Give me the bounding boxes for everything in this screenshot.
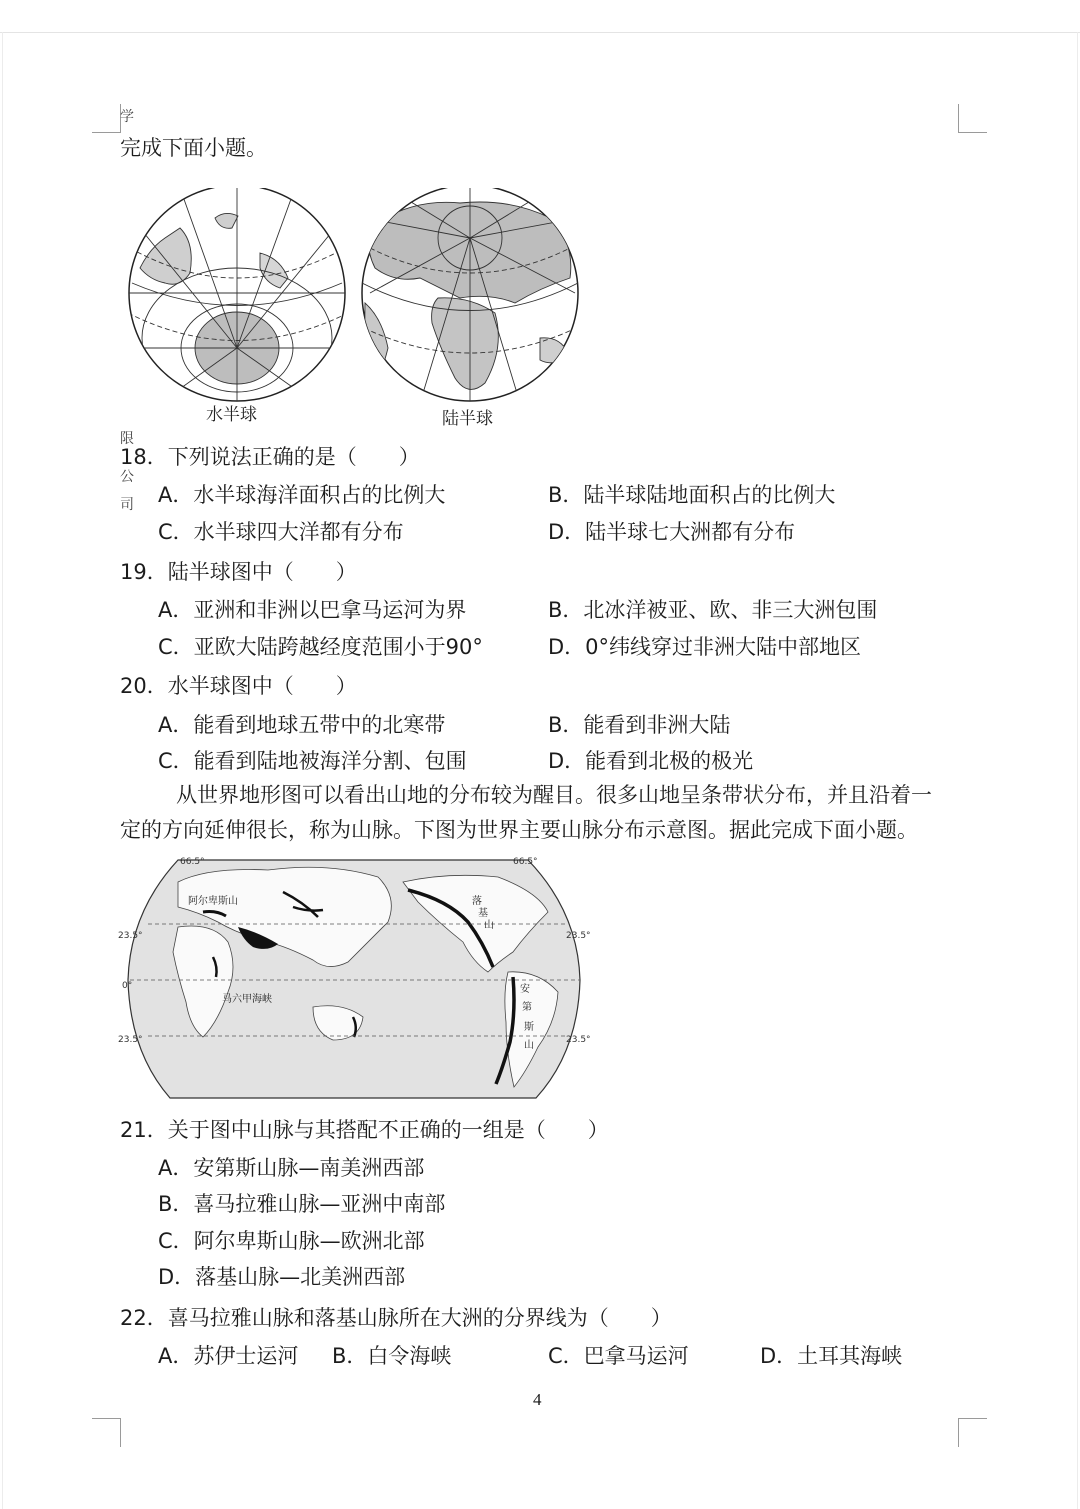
- world-mountain-map: [118, 852, 596, 1100]
- water-hemisphere-globe: [125, 188, 350, 408]
- question-22-option-b[interactable]: B．白令海峡: [332, 1344, 452, 1368]
- rockies-char-1: 落: [472, 896, 482, 907]
- question-20-option-a[interactable]: A．能看到地球五带中的北寒带: [158, 713, 446, 737]
- question-20-option-c[interactable]: C．能看到陆地被海洋分割、包围: [158, 749, 467, 773]
- watermark-top: 学: [120, 109, 134, 125]
- question-21-option-b[interactable]: B．喜马拉雅山脉—亚洲中南部: [158, 1192, 446, 1216]
- question-19-option-b[interactable]: B．北冰洋被亚、欧、非三大洲包围: [548, 598, 878, 622]
- question-18-stem: 18．下列说法正确的是（ ）: [120, 445, 420, 469]
- hemisphere-figure: [120, 188, 590, 438]
- question-20-option-d[interactable]: D．能看到北极的极光: [548, 749, 754, 773]
- question-18-option-d[interactable]: D．陆半球七大洲都有分布: [548, 520, 796, 544]
- alps-label: 阿尔卑斯山: [188, 896, 238, 907]
- lat-label-23s-right: 23.5°: [566, 1035, 591, 1045]
- question-21-stem: 21．关于图中山脉与其搭配不正确的一组是（ ）: [120, 1118, 609, 1142]
- page-top-border: [0, 32, 1080, 33]
- lat-label-equator: 0°: [122, 981, 133, 991]
- land-hemisphere-label: 陆半球: [442, 409, 493, 429]
- lat-label-23n-right: 23.5°: [566, 931, 591, 941]
- intro-line: 完成下面小题。: [120, 136, 267, 160]
- question-20-option-b[interactable]: B．能看到非洲大陆: [548, 713, 731, 737]
- watermark-company-1: 公: [120, 469, 134, 485]
- passage-line-1: 从世界地形图可以看出山地的分布较为醒目。很多山地呈条带状分布，并且沿着一: [176, 783, 932, 807]
- crop-mark-bottom-left: [92, 1418, 121, 1447]
- question-22-stem: 22．喜马拉雅山脉和落基山脉所在大洲的分界线为（ ）: [120, 1306, 672, 1330]
- crop-mark-top-left: [92, 104, 121, 133]
- water-hemisphere-label: 水半球: [206, 405, 257, 425]
- andes-char-4: 山: [524, 1040, 534, 1051]
- question-18-option-b[interactable]: B．陆半球陆地面积占的比例大: [548, 483, 836, 507]
- andes-char-2: 第: [522, 1002, 532, 1013]
- question-21-option-d[interactable]: D．落基山脉—北美洲西部: [158, 1265, 406, 1289]
- lat-label-66n-right: 66.5°: [513, 857, 538, 867]
- lat-label-23n-left: 23.5°: [118, 931, 143, 941]
- question-19-stem: 19．陆半球图中（ ）: [120, 560, 357, 584]
- land-hemisphere-globe: [362, 188, 578, 403]
- watermark-company-2: 司: [120, 497, 134, 513]
- page-right-edge: [1077, 32, 1078, 1509]
- question-22-option-a[interactable]: A．苏伊士运河: [158, 1344, 299, 1368]
- watermark-limit: 限: [120, 431, 134, 447]
- question-21-option-a[interactable]: A．安第斯山脉—南美洲西部: [158, 1156, 425, 1180]
- question-18-option-c[interactable]: C．水半球四大洋都有分布: [158, 520, 404, 544]
- question-22-option-d[interactable]: D．土耳其海峡: [760, 1344, 903, 1368]
- question-19-option-a[interactable]: A．亚洲和非洲以巴拿马运河为界: [158, 598, 467, 622]
- rockies-char-3: 山: [484, 920, 494, 931]
- rockies-char-2: 基: [478, 908, 488, 919]
- question-19-option-d[interactable]: D．0°纬线穿过非洲大陆中部地区: [548, 635, 862, 659]
- question-19-option-c[interactable]: C．亚欧大陆跨越经度范围小于90°: [158, 635, 483, 659]
- andes-char-1: 安: [520, 984, 530, 995]
- page-left-edge: [2, 32, 3, 1509]
- andes-char-3: 斯: [524, 1022, 534, 1033]
- question-22-option-c[interactable]: C．巴拿马运河: [548, 1344, 689, 1368]
- passage-line-2: 定的方向延伸很长，称为山脉。下图为世界主要山脉分布示意图。据此完成下面小题。: [120, 818, 918, 842]
- lat-label-66n-left: 66.5°: [180, 857, 205, 867]
- lat-label-23s-left: 23.5°: [118, 1035, 143, 1045]
- malacca-strait-label: 马六甲海峡: [222, 994, 272, 1005]
- question-21-option-c[interactable]: C．阿尔卑斯山脉—欧洲北部: [158, 1229, 425, 1253]
- crop-mark-top-right: [958, 104, 987, 133]
- question-18-option-a[interactable]: A．水半球海洋面积占的比例大: [158, 483, 446, 507]
- page-number: 4: [533, 1390, 542, 1409]
- crop-mark-bottom-right: [958, 1418, 987, 1447]
- question-20-stem: 20．水半球图中（ ）: [120, 674, 357, 698]
